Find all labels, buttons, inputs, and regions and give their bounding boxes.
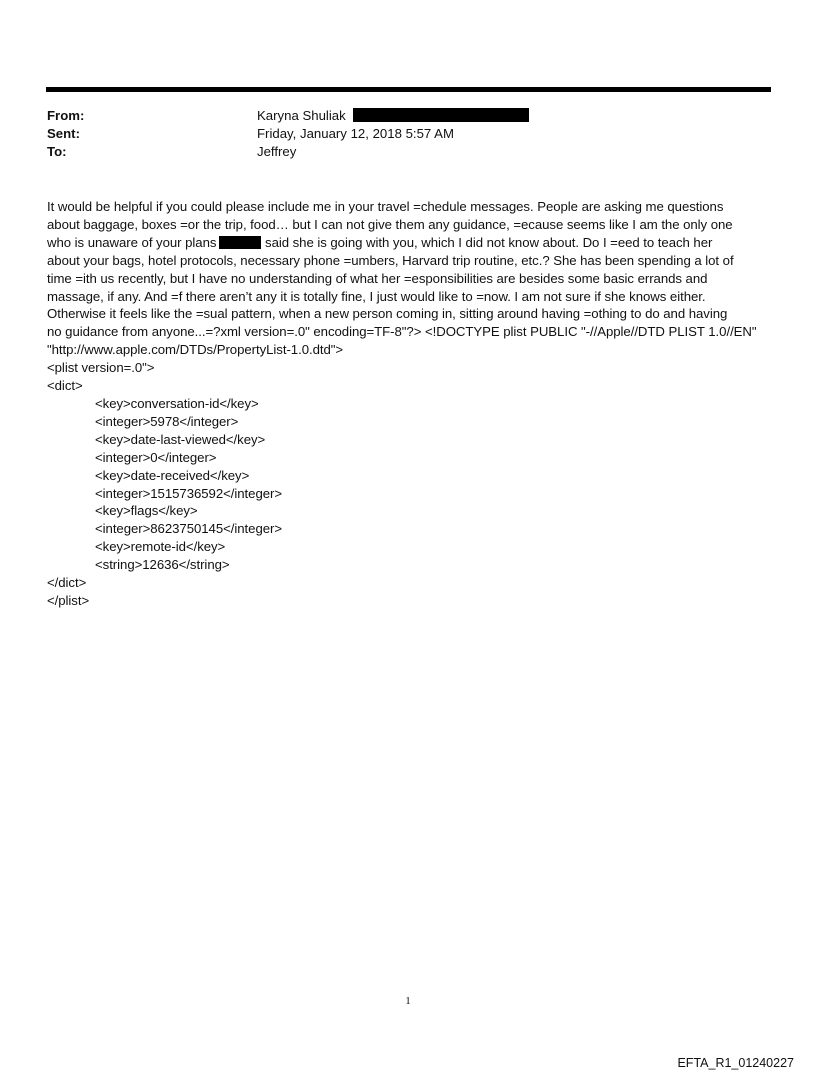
sent-value: Friday, January 12, 2018 5:57 AM	[257, 126, 454, 141]
document-id: EFTA_R1_01240227	[677, 1056, 794, 1070]
body-line: "http://www.apple.com/DTDs/PropertyList-1.0.dtd">	[47, 342, 344, 358]
body-line: about your bags, hotel protocols, necessary phone =umbers, Harvard trip routine, etc.? She has been spending a lot of	[47, 252, 734, 268]
to-label: To:	[47, 144, 67, 159]
plist-line: <key>flags</key>	[95, 503, 198, 519]
plist-line: <key>date-received</key>	[95, 467, 250, 483]
body-text: who is unaware of your plans	[47, 234, 217, 250]
plist-line: <integer>5978</integer>	[95, 413, 239, 429]
email-body	[47, 198, 777, 610]
body-line: <plist version=.0">	[47, 360, 155, 376]
body-line: </plist>	[47, 592, 90, 608]
body-text: said she is going with you, which I did not know about. Do I =eed to teach her	[261, 234, 713, 250]
body-line: It would be helpful if you could please include me in your travel =chedule messages. People are asking me questions	[47, 199, 724, 214]
plist-line: <string>12636</string>	[95, 557, 230, 573]
to-value: Jeffrey	[257, 144, 297, 159]
plist-line: <key>date-last-viewed</key>	[95, 431, 266, 447]
redaction-bar	[353, 108, 529, 122]
from-label: From:	[47, 108, 85, 123]
sent-label: Sent:	[47, 126, 80, 141]
plist-line: <integer>1515736592</integer>	[95, 485, 283, 501]
plist-line: <integer>8623750145</integer>	[95, 521, 283, 537]
body-line: <dict>	[47, 378, 83, 394]
from-name: Karyna Shuliak	[257, 108, 346, 123]
plist-line: <key>conversation-id</key>	[95, 395, 259, 411]
body-line: massage, if any. And =f there aren’t any it is totally fine, I just would like to =now. I am not sure if she knows either.	[47, 288, 706, 304]
body-line: Otherwise it feels like the =sual pattern, when a new person coming in, sitting around having =othing to do and having	[47, 306, 728, 322]
plist-line: <key>remote-id</key>	[95, 539, 226, 555]
header-rule	[46, 87, 771, 92]
from-value	[257, 107, 529, 125]
body-line: </dict>	[47, 575, 87, 591]
body-line: time =ith us recently, but I have no understanding of what her =esponsibilities are besides some basic errands and	[47, 270, 708, 286]
plist-line: <integer>0</integer>	[95, 449, 217, 465]
page-number: 1	[405, 995, 411, 1007]
redaction-bar	[219, 236, 261, 249]
body-line	[47, 234, 777, 252]
body-line: about baggage, boxes =or the trip, food… but I can not give them any guidance, =ecause seems like I am the only one	[47, 216, 733, 232]
body-line: no guidance from anyone...=?xml version=.0" encoding=TF-8"?> <!DOCTYPE plist PUBLIC "-//Apple//DTD PLIST 1.0//EN"	[47, 324, 757, 340]
